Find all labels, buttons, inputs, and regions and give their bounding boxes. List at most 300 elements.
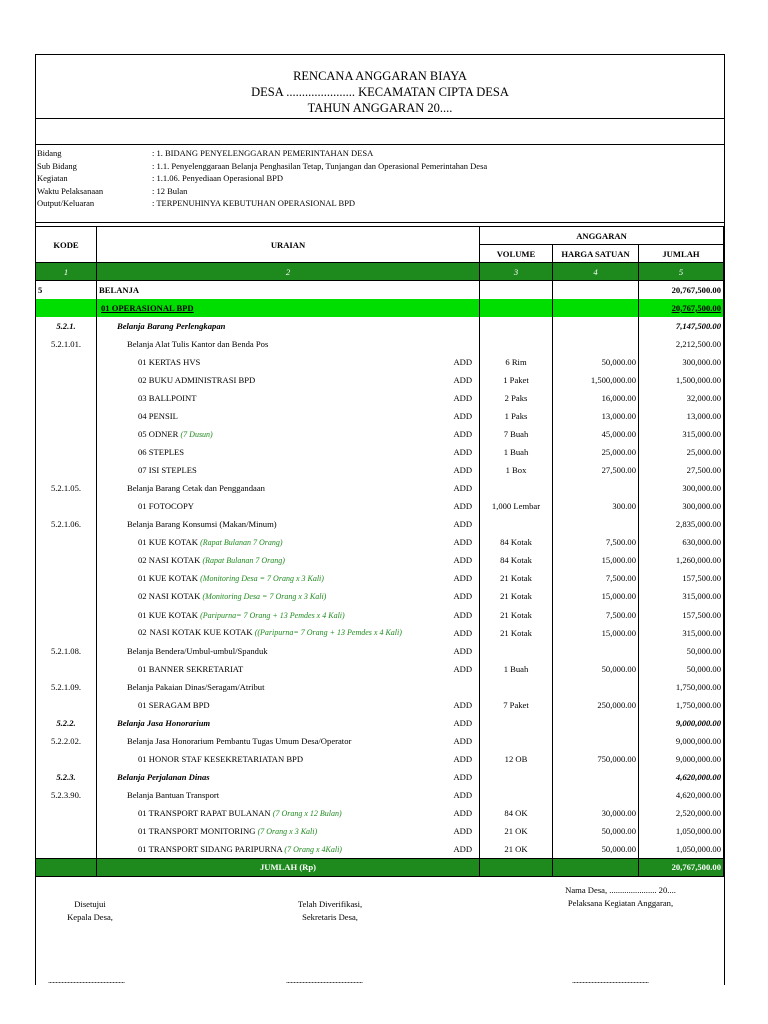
cell-add: [447, 335, 480, 353]
cell-jumlah: 50,000.00: [639, 642, 724, 660]
cell-volume: 21 OK: [480, 840, 553, 858]
cell-volume: [480, 642, 553, 660]
cell-harga: 16,000.00: [553, 389, 639, 407]
cell-harga: 15,000.00: [553, 587, 639, 605]
cell-kode: [36, 389, 97, 407]
cell-harga: [553, 714, 639, 732]
table-row: [36, 371, 724, 389]
cell-jumlah: 1,500,000.00: [639, 371, 724, 389]
table-row: [36, 551, 724, 569]
cell-add: ADD: [447, 822, 480, 840]
header-uraian: URAIAN: [97, 227, 480, 263]
uraian-text: Belanja Bantuan Transport: [127, 789, 220, 800]
cell-jumlah: 20,767,500.00: [639, 299, 724, 317]
signature-line-right: ...................................................: [572, 976, 649, 985]
cell-harga: 50,000.00: [553, 840, 639, 858]
cell-jumlah: 50,000.00: [639, 660, 724, 678]
cell-uraian: [97, 425, 447, 443]
cell-volume: 21 Kotak: [480, 569, 553, 587]
cell-harga: [553, 479, 639, 497]
cell-harga: 50,000.00: [553, 660, 639, 678]
cell-harga: 7,500.00: [553, 569, 639, 587]
cell-add: ADD: [447, 551, 480, 569]
cell-kode: [36, 533, 97, 551]
uraian-note: (7 Orang x 3 Kali): [257, 827, 318, 837]
cell-volume: 84 OK: [480, 804, 553, 822]
cell-uraian: [97, 353, 447, 371]
cell-add: ADD: [447, 443, 480, 461]
cell-kode: 5.2.1.05.: [36, 479, 97, 497]
cell-add: ADD: [447, 840, 480, 858]
spacer-row: [36, 119, 724, 145]
table-row: [36, 660, 724, 678]
cell-kode: [36, 822, 97, 840]
cell-uraian: [97, 335, 447, 353]
activity-info: [36, 145, 724, 223]
total-empty: [480, 858, 553, 876]
uraian-note: (Monitoring Desa = 7 Orang x 3 Kali): [202, 592, 327, 602]
cell-kode: [36, 587, 97, 605]
document-title: [36, 55, 724, 119]
cell-add: [447, 281, 480, 299]
table-row: [36, 299, 724, 317]
cell-harga: 50,000.00: [553, 353, 639, 371]
cell-add: [447, 317, 480, 335]
signature-line-middle: ...................................................: [286, 976, 363, 985]
cell-jumlah: 2,212,500.00: [639, 335, 724, 353]
cell-volume: 12 OB: [480, 750, 553, 768]
cell-uraian: [97, 497, 447, 515]
table-body: [36, 281, 724, 859]
uraian-note: (Rapat Bulanan 7 Orang): [202, 556, 285, 566]
cell-harga: 13,000.00: [553, 407, 639, 425]
cell-jumlah: 157,500.00: [639, 605, 724, 623]
cell-harga: 15,000.00: [553, 551, 639, 569]
cell-volume: 6 Rim: [480, 353, 553, 371]
cell-harga: [553, 281, 639, 299]
uraian-text: 01 KUE KOTAK: [138, 537, 198, 548]
cell-harga: [553, 642, 639, 660]
cell-volume: [480, 317, 553, 335]
uraian-note: (7 Orang x 4Kali): [284, 844, 342, 854]
uraian-text: Belanja Perjalanan Dinas: [117, 771, 210, 782]
cell-volume: 21 OK: [480, 822, 553, 840]
cell-harga: 7,500.00: [553, 533, 639, 551]
uraian-text: 02 NASI KOTAK: [138, 591, 201, 602]
uraian-text: Belanja Barang Konsumsi (Makan/Minum): [127, 519, 277, 530]
cell-kode: 5.2.1.09.: [36, 678, 97, 696]
uraian-text: Belanja Jasa Honorarium Pembantu Tugas Umum Desa/Operator: [127, 735, 352, 746]
cell-add: ADD: [447, 587, 480, 605]
document-page: [35, 54, 725, 985]
cell-add: ADD: [447, 479, 480, 497]
uraian-text: 02 NASI KOTAK: [138, 555, 201, 566]
cell-harga: 50,000.00: [553, 822, 639, 840]
table-row: [36, 443, 724, 461]
table-row: [36, 786, 724, 804]
cell-volume: 1 Buah: [480, 443, 553, 461]
table-row: [36, 479, 724, 497]
cell-kode: [36, 660, 97, 678]
cell-add: ADD: [447, 371, 480, 389]
cell-uraian: [97, 750, 447, 768]
uraian-text: 01 TRANSPORT MONITORING: [138, 826, 256, 837]
title-line-3: TAHUN ANGGARAN 20....: [307, 101, 453, 115]
uraian-text: 04 PENSIL: [138, 410, 178, 421]
cell-uraian: [97, 660, 447, 678]
cell-volume: [480, 732, 553, 750]
title-line-1: RENCANA ANGGARAN BIAYA: [293, 69, 467, 83]
cell-volume: 1 Paks: [480, 407, 553, 425]
cell-jumlah: 300,000.00: [639, 353, 724, 371]
cell-jumlah: 27,500.00: [639, 461, 724, 479]
cell-jumlah: 9,000,000.00: [639, 714, 724, 732]
cell-volume: [480, 768, 553, 786]
cell-jumlah: 20,767,500.00: [639, 281, 724, 299]
cell-volume: 21 Kotak: [480, 605, 553, 623]
table-row: [36, 840, 724, 858]
uraian-text: 03 BALLPOINT: [138, 392, 197, 403]
executor-title: Pelaksana Kegiatan Anggaran,: [567, 898, 674, 908]
cell-harga: 750,000.00: [553, 750, 639, 768]
info-value: : 12 Bulan: [152, 185, 188, 196]
uraian-note: (7 Orang x 12 Bulan): [272, 809, 342, 819]
info-label: Kegiatan: [37, 173, 68, 183]
cell-jumlah: 7,147,500.00: [639, 317, 724, 335]
uraian-text: 01 TRANSPORT SIDANG PARIPURNA: [138, 843, 283, 854]
cell-volume: 7 Paket: [480, 696, 553, 714]
cell-kode: [36, 461, 97, 479]
info-label: Sub Bidang: [37, 160, 77, 171]
uraian-text: Belanja Barang Perlengkapan: [117, 320, 226, 331]
uraian-text: BELANJA: [99, 284, 140, 295]
cell-harga: 45,000.00: [553, 425, 639, 443]
cell-add: ADD: [447, 732, 480, 750]
table-row: [36, 389, 724, 407]
header-anggaran: ANGGARAN: [480, 227, 724, 245]
table-row: [36, 497, 724, 515]
cell-jumlah: 315,000.00: [639, 624, 724, 642]
cell-add: ADD: [447, 497, 480, 515]
title-line-2: DESA ...................... KECAMATAN CIPTA DESA: [251, 85, 509, 99]
uraian-text: 07 ISI STEPLES: [138, 465, 197, 476]
table-row: [36, 569, 724, 587]
info-row: [36, 197, 724, 210]
cell-kode: [36, 371, 97, 389]
cell-uraian: [97, 299, 447, 317]
cell-harga: [553, 317, 639, 335]
cell-uraian: [97, 371, 447, 389]
cell-jumlah: 2,835,000.00: [639, 515, 724, 533]
cell-harga: 15,000.00: [553, 624, 639, 642]
cell-add: ADD: [447, 407, 480, 425]
cell-uraian: [97, 569, 447, 587]
cell-uraian: [97, 281, 447, 299]
uraian-note: (7 Dusun): [180, 430, 213, 440]
column-number-row: [36, 263, 724, 281]
cell-harga: [553, 515, 639, 533]
cell-uraian: [97, 407, 447, 425]
cell-jumlah: 1,050,000.00: [639, 822, 724, 840]
cell-add: ADD: [447, 624, 480, 642]
cell-add: ADD: [447, 461, 480, 479]
cell-add: ADD: [447, 353, 480, 371]
cell-add: ADD: [447, 696, 480, 714]
table-row: [36, 515, 724, 533]
uraian-text: Belanja Barang Cetak dan Penggandaan: [127, 483, 265, 494]
verification-block: [275, 898, 385, 924]
column-number: 2: [97, 263, 480, 281]
uraian-text: 02: [138, 627, 147, 638]
cell-uraian: [97, 624, 447, 642]
total-row: [36, 858, 724, 876]
cell-volume: [480, 714, 553, 732]
total-label: JUMLAH (Rp): [97, 858, 480, 876]
cell-volume: 1 Box: [480, 461, 553, 479]
info-row: [36, 147, 724, 160]
info-value: : 1. BIDANG PENYELENGGARAN PEMERINTAHAN DESA: [152, 148, 374, 158]
table-row: [36, 804, 724, 822]
cell-jumlah: 13,000.00: [639, 407, 724, 425]
uraian-text: 01 KUE KOTAK: [138, 573, 198, 584]
cell-uraian: [97, 840, 447, 858]
cell-jumlah: 630,000.00: [639, 533, 724, 551]
cell-uraian: [97, 587, 447, 605]
budget-table: [35, 226, 724, 877]
cell-jumlah: 1,750,000.00: [639, 696, 724, 714]
uraian-note: ((Paripurna= 7 Orang + 13 Pemdes x 4 Kali): [254, 628, 402, 638]
total-empty: [553, 858, 639, 876]
uraian-text: Belanja Jasa Honorarium: [117, 717, 211, 728]
total-value: 20,767,500.00: [639, 858, 724, 876]
table-row: [36, 353, 724, 371]
uraian-text: 01 BANNER SEKRETARIAT: [138, 663, 244, 674]
header-jumlah: JUMLAH: [639, 245, 724, 263]
header-harga: HARGA SATUAN: [553, 245, 639, 263]
cell-add: ADD: [447, 786, 480, 804]
uraian-note: (Monitoring Desa = 7 Orang x 3 Kali): [200, 574, 324, 584]
cell-kode: 5.2.2.: [36, 714, 97, 732]
cell-kode: [36, 299, 97, 317]
table-row: [36, 624, 724, 642]
cell-volume: [480, 515, 553, 533]
cell-uraian: [97, 678, 447, 696]
cell-uraian: [97, 461, 447, 479]
cell-jumlah: 4,620,000.00: [639, 768, 724, 786]
cell-kode: 5.2.3.: [36, 768, 97, 786]
cell-kode: 5.2.1.01.: [36, 335, 97, 353]
cell-jumlah: 315,000.00: [639, 587, 724, 605]
cell-uraian: [97, 389, 447, 407]
uraian-text: 01 FOTOCOPY: [138, 501, 194, 512]
place-date: Nama Desa, ...................... 20....: [565, 885, 676, 895]
uraian-note: (Paripurna= 7 Orang + 13 Pemdes x 4 Kali): [200, 610, 345, 620]
cell-kode: [36, 425, 97, 443]
cell-jumlah: 315,000.00: [639, 425, 724, 443]
table-row: [36, 317, 724, 335]
cell-uraian: [97, 317, 447, 335]
header-kode: KODE: [36, 227, 97, 263]
uraian-text: Belanja Alat Tulis Kantor dan Benda Pos: [127, 338, 269, 349]
table-row: [36, 714, 724, 732]
table-row: [36, 768, 724, 786]
cell-add: ADD: [447, 642, 480, 660]
table-header-row: [36, 227, 724, 245]
cell-harga: [553, 335, 639, 353]
uraian-text: 01 SERAGAM BPD: [138, 699, 210, 710]
table-row: [36, 425, 724, 443]
cell-harga: 250,000.00: [553, 696, 639, 714]
uraian-text: 01 OPERASIONAL BPD: [101, 302, 194, 313]
cell-add: ADD: [447, 750, 480, 768]
cell-kode: [36, 497, 97, 515]
column-number: 5: [639, 263, 724, 281]
cell-harga: [553, 768, 639, 786]
cell-uraian: [97, 804, 447, 822]
cell-jumlah: 1,050,000.00: [639, 840, 724, 858]
uraian-text: 01 HONOR STAF KESEKRETARIATAN BPD: [138, 753, 304, 764]
uraian-text: 01 KUE KOTAK: [138, 609, 198, 620]
cell-jumlah: 32,000.00: [639, 389, 724, 407]
table-row: [36, 407, 724, 425]
table-row: [36, 642, 724, 660]
signature-line-left: ...................................................: [48, 976, 125, 985]
column-number: 4: [553, 263, 639, 281]
cell-jumlah: 2,520,000.00: [639, 804, 724, 822]
cell-add: ADD: [447, 714, 480, 732]
cell-volume: [480, 786, 553, 804]
cell-kode: 5: [36, 281, 97, 299]
cell-uraian: [97, 642, 447, 660]
cell-volume: [480, 335, 553, 353]
uraian-text: Belanja Bendera/Umbul-umbul/Spanduk: [127, 645, 268, 656]
uraian-text: Belanja Pakaian Dinas/Seragam/Atribut: [127, 681, 265, 692]
cell-uraian: [97, 786, 447, 804]
cell-jumlah: 9,000,000.00: [639, 732, 724, 750]
cell-uraian: [97, 533, 447, 551]
table-row: [36, 335, 724, 353]
cell-uraian: [97, 605, 447, 623]
table-row: [36, 822, 724, 840]
cell-harga: [553, 786, 639, 804]
cell-volume: 21 Kotak: [480, 624, 553, 642]
cell-kode: 5.2.1.: [36, 317, 97, 335]
cell-harga: [553, 678, 639, 696]
cell-uraian: [97, 515, 447, 533]
cell-add: ADD: [447, 660, 480, 678]
cell-volume: 84 Kotak: [480, 551, 553, 569]
info-label: Output/Keluaran: [37, 198, 95, 208]
uraian-text: 05 ODNER: [138, 429, 179, 440]
info-label: Bidang: [37, 148, 62, 158]
cell-harga: 7,500.00: [553, 605, 639, 623]
cell-jumlah: 1,260,000.00: [639, 551, 724, 569]
info-row: [36, 160, 724, 173]
cell-jumlah: 1,750,000.00: [639, 678, 724, 696]
cell-add: ADD: [447, 533, 480, 551]
approval-block: [50, 898, 130, 924]
cell-kode: [36, 407, 97, 425]
info-label: Waktu Pelaksanaan: [37, 185, 104, 196]
cell-jumlah: 9,000,000.00: [639, 750, 724, 768]
cell-uraian: [97, 822, 447, 840]
cell-add: ADD: [447, 515, 480, 533]
cell-harga: 300.00: [553, 497, 639, 515]
cell-add: ADD: [447, 768, 480, 786]
cell-uraian: [97, 443, 447, 461]
uraian-text: NASI KOTAK KUE KOTAK: [149, 627, 253, 638]
column-number: 1: [36, 263, 97, 281]
cell-kode: [36, 605, 97, 623]
cell-kode: [36, 353, 97, 371]
cell-harga: 25,000.00: [553, 443, 639, 461]
cell-jumlah: 300,000.00: [639, 479, 724, 497]
column-number: 3: [480, 263, 553, 281]
cell-add: ADD: [447, 425, 480, 443]
cell-harga: [553, 299, 639, 317]
cell-harga: 1,500,000.00: [553, 371, 639, 389]
table-row: [36, 696, 724, 714]
cell-volume: 7 Buah: [480, 425, 553, 443]
verification-title: Sekretaris Desa,: [302, 912, 358, 922]
uraian-note: (Rapat Bulanan 7 Orang): [200, 538, 283, 548]
cell-jumlah: 157,500.00: [639, 569, 724, 587]
table-row: [36, 533, 724, 551]
cell-jumlah: 25,000.00: [639, 443, 724, 461]
cell-kode: [36, 551, 97, 569]
cell-jumlah: 300,000.00: [639, 497, 724, 515]
cell-kode: [36, 804, 97, 822]
cell-kode: [36, 696, 97, 714]
cell-volume: 84 Kotak: [480, 533, 553, 551]
cell-uraian: [97, 732, 447, 750]
approval-title: Kepala Desa,: [67, 912, 113, 922]
cell-kode: [36, 840, 97, 858]
cell-volume: [480, 299, 553, 317]
cell-volume: [480, 678, 553, 696]
cell-volume: 2 Paks: [480, 389, 553, 407]
cell-kode: 5.2.3.90.: [36, 786, 97, 804]
cell-kode: [36, 624, 97, 642]
info-row: [36, 185, 724, 198]
table-row: [36, 605, 724, 623]
cell-volume: [480, 479, 553, 497]
cell-kode: [36, 569, 97, 587]
cell-add: [447, 678, 480, 696]
info-row: [36, 172, 724, 185]
table-row: [36, 732, 724, 750]
cell-kode: 5.2.2.02.: [36, 732, 97, 750]
cell-harga: [553, 732, 639, 750]
cell-jumlah: 4,620,000.00: [639, 786, 724, 804]
verification-label: Telah Diverifikasi,: [297, 899, 363, 909]
total-empty: [36, 858, 97, 876]
cell-volume: 1 Buah: [480, 660, 553, 678]
cell-harga: 27,500.00: [553, 461, 639, 479]
cell-uraian: [97, 479, 447, 497]
cell-add: ADD: [447, 605, 480, 623]
uraian-text: 06 STEPLES: [138, 447, 185, 458]
cell-kode: 5.2.1.08.: [36, 642, 97, 660]
executor-block: [548, 884, 693, 910]
table-row: [36, 281, 724, 299]
cell-add: ADD: [447, 569, 480, 587]
info-value: : 1.1. Penyelenggaraan Belanja Penghasilan Tetap, Tunjangan dan Operasional Pemerintahan Desa: [152, 160, 488, 171]
cell-uraian: [97, 768, 447, 786]
cell-volume: 21 Kotak: [480, 587, 553, 605]
info-value: : 1.1.06. Penyediaan Operasional BPD: [152, 173, 284, 183]
header-volume: VOLUME: [480, 245, 553, 263]
